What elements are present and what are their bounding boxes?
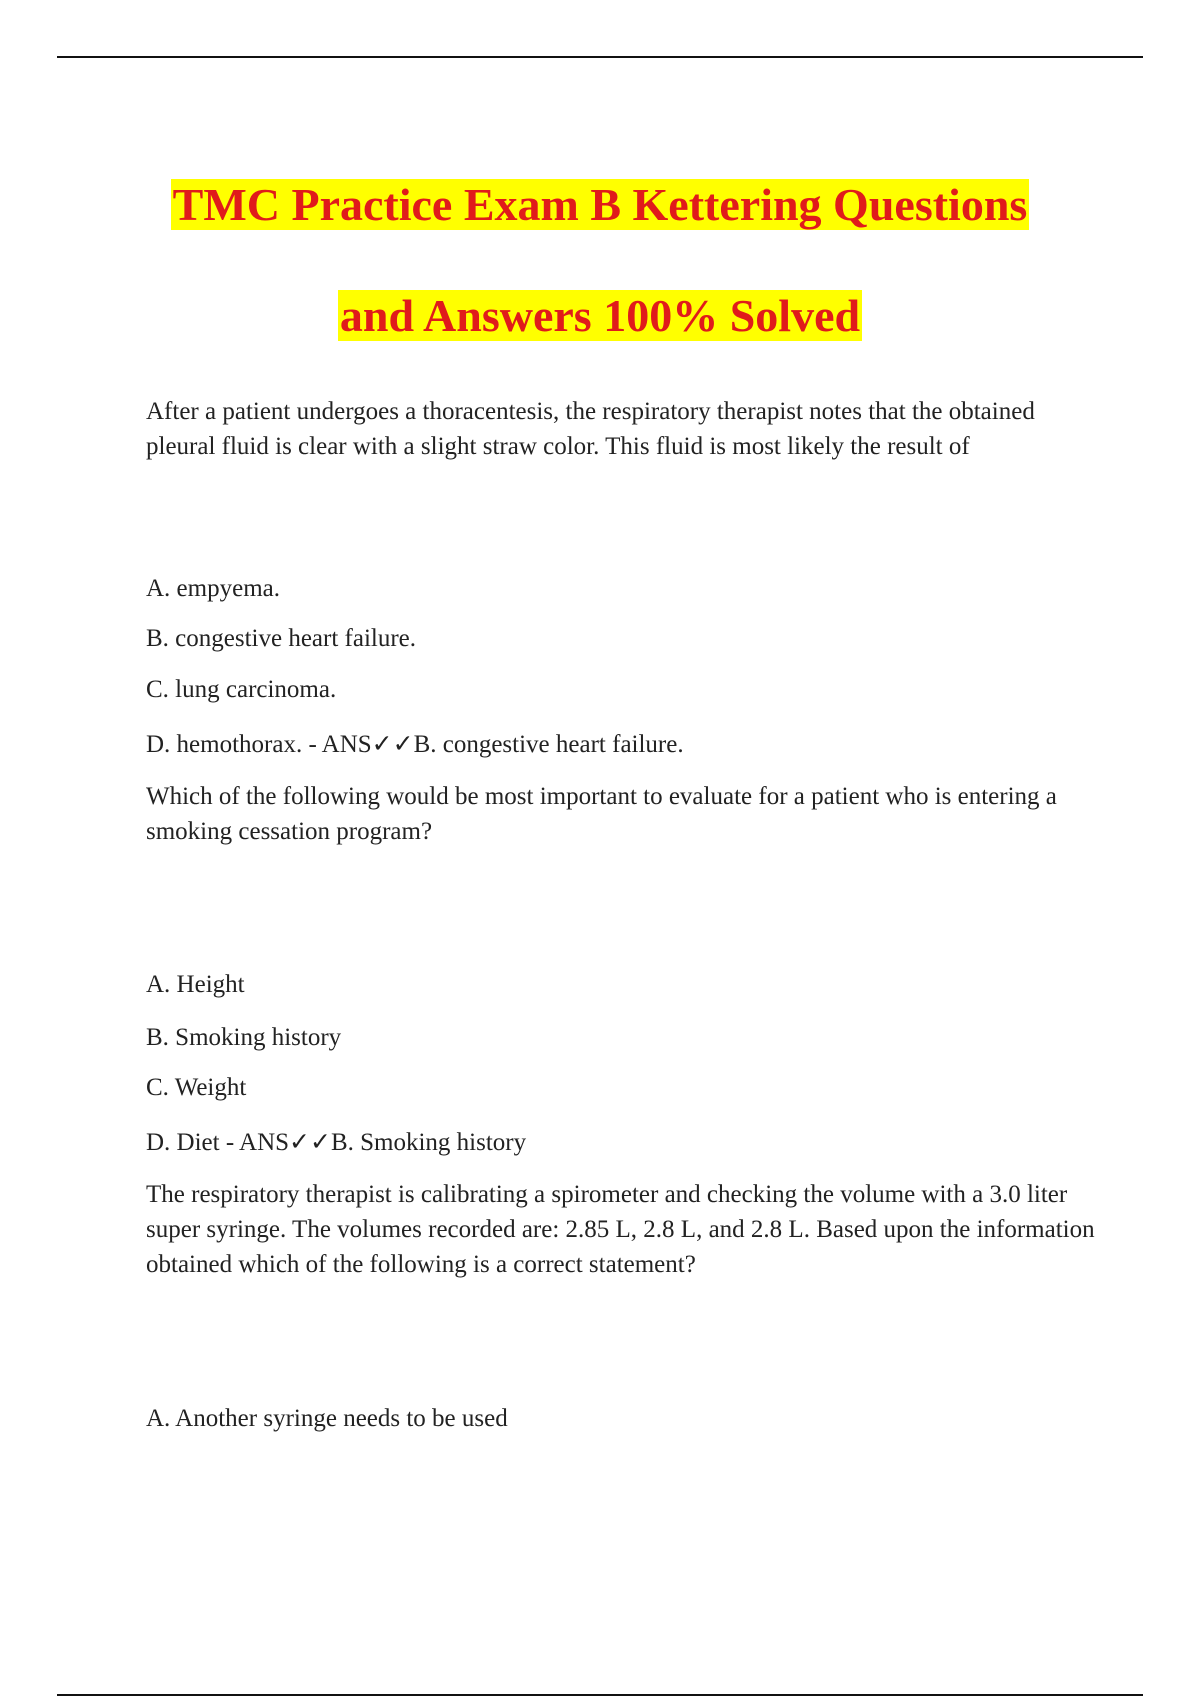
question-1-option-a: A. empyema. bbox=[146, 575, 280, 602]
bottom-rule bbox=[57, 1694, 1143, 1696]
top-rule bbox=[57, 56, 1143, 58]
question-1-stem: After a patient undergoes a thoracentesis, the respiratory therapist notes that the obtained pleural fluid is clear with a slight straw color. This fluid is most likely the result of bbox=[146, 398, 1035, 460]
question-2-option-a: A. Height bbox=[146, 971, 245, 998]
question-2-stem: Which of the following would be most important to evaluate for a patient who is entering a smoking cessation program? bbox=[146, 783, 1057, 845]
question-3-option-a: A. Another syringe needs to be used bbox=[146, 1405, 508, 1432]
question-3-stem: The respiratory therapist is calibrating a spirometer and checking the volume with a 3.0 liter super syringe. The volumes recorded are: 2.85 L, 2.8 L, and 2.8 L. Based upon the information obtained which of the following is a correct statement? bbox=[146, 1181, 1095, 1278]
question-1-option-b: B. congestive heart failure. bbox=[146, 625, 417, 652]
question-2-option-d-answer: D. Diet - ANS✓✓B. Smoking history bbox=[146, 1129, 527, 1156]
document-title-line-2: and Answers 100% Solved bbox=[339, 289, 861, 341]
question-1-option-c: C. lung carcinoma. bbox=[146, 676, 337, 703]
question-2-option-b: B. Smoking history bbox=[146, 1024, 342, 1051]
question-1-option-d-answer: D. hemothorax. - ANS✓✓B. congestive heart failure. bbox=[146, 731, 684, 758]
document-title-line-1: TMC Practice Exam B Kettering Questions bbox=[172, 178, 1028, 230]
question-2-option-c: C. Weight bbox=[146, 1074, 247, 1101]
